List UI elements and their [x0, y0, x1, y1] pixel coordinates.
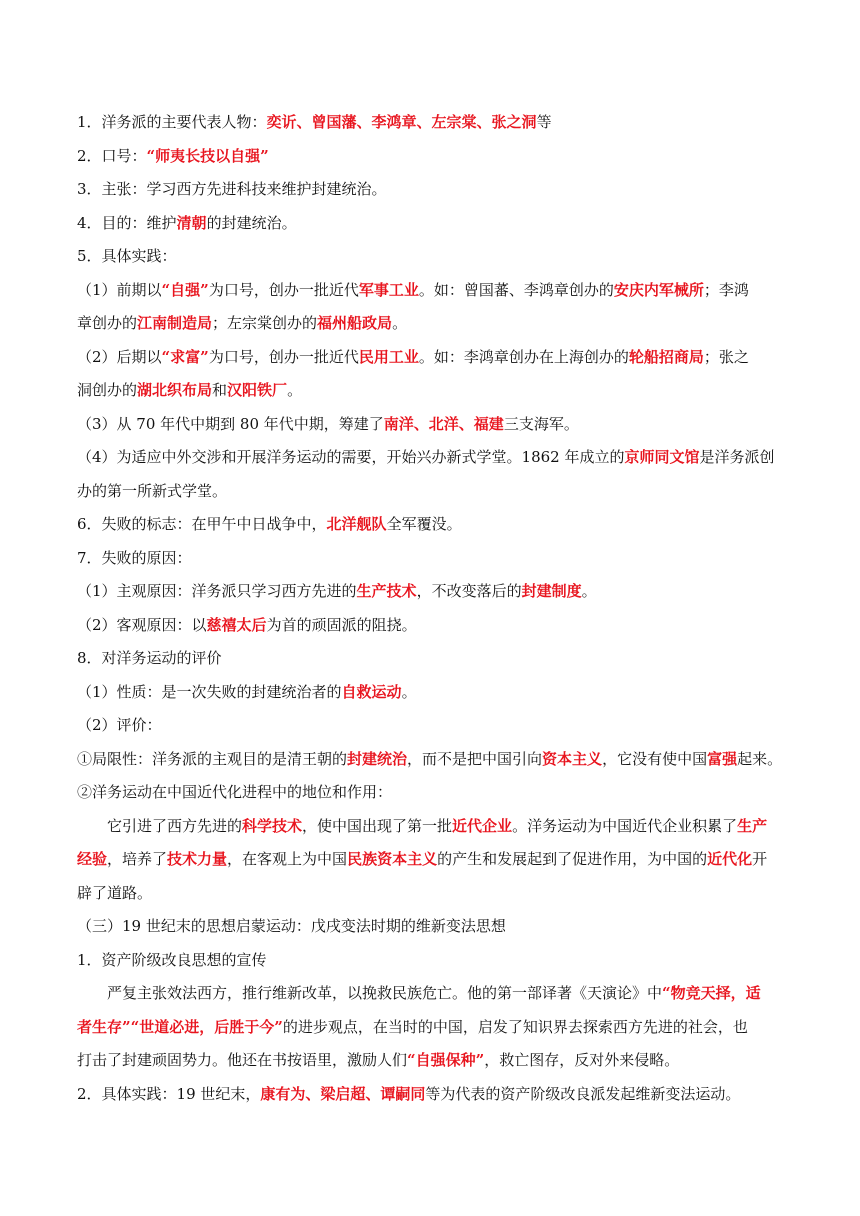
document-body: [77, 106, 785, 1111]
text-segment: 严复主张效法西方，推行维新改革，以挽救民族危亡。他的第一部译著《天演论》中: [107, 984, 663, 1002]
text-line: [77, 274, 785, 308]
highlighted-term: 慈禧太后: [206, 615, 267, 634]
text-line: [77, 642, 785, 676]
highlighted-term: 近代化: [707, 850, 753, 868]
text-segment: ，而不是把中国引向: [407, 749, 543, 768]
text-segment: ①局限性：洋务派的主观目的是清王朝的: [77, 749, 348, 768]
text-line: [77, 843, 785, 877]
highlighted-term: 京师同文馆: [624, 448, 700, 466]
highlighted-term: 江南制造局: [137, 314, 213, 332]
text-line: [77, 475, 785, 509]
highlighted-term: “世道必进，后胜于今”: [130, 1017, 283, 1036]
text-line: [77, 944, 785, 978]
text-segment: 。: [581, 582, 597, 600]
highlighted-term: 自救运动: [341, 682, 402, 701]
text-line: [77, 240, 785, 274]
text-line: [77, 709, 785, 743]
text-line: [77, 977, 785, 1011]
text-segment: 。: [287, 381, 303, 399]
highlighted-term: 福州船政局: [317, 314, 393, 332]
highlighted-term: 北洋舰队: [326, 515, 387, 533]
highlighted-term: 技术力量: [167, 850, 228, 868]
highlighted-term: 南洋、北洋、福建: [383, 414, 504, 433]
text-segment: 为口号，创办一批近代: [208, 347, 359, 366]
text-segment: 6．失败的标志：在甲午中日战争中，: [77, 515, 327, 533]
text-line: [77, 341, 785, 375]
text-line: [77, 140, 785, 174]
text-line: [77, 374, 785, 408]
text-segment: 它引进了西方先进的: [107, 816, 243, 835]
text-line: [77, 106, 785, 140]
highlighted-term: “师夷长技以自强”: [146, 146, 269, 165]
highlighted-term: 封建统治: [347, 749, 408, 768]
text-segment: 1．资产阶级改良思想的宣传: [77, 950, 267, 969]
text-segment: 辟了道路。: [77, 883, 153, 902]
text-line: [77, 207, 785, 241]
highlighted-term: 富强: [707, 749, 738, 768]
text-segment: 等为代表的资产阶级改良派发起维新变法运动。: [425, 1084, 741, 1103]
highlighted-term: “物竞天择，适: [662, 984, 761, 1002]
text-line: [77, 307, 785, 341]
text-segment: 办的第一所新式学堂。: [77, 481, 228, 500]
text-segment: 。如：曾国蕃、李鸿章创办的: [418, 280, 614, 299]
text-line: [77, 743, 785, 777]
text-segment: （2）评价：: [77, 716, 162, 734]
text-segment: 4．目的：维护: [77, 213, 177, 232]
text-segment: ，不改变落后的: [416, 582, 522, 600]
text-segment: 章创办的: [77, 314, 138, 332]
text-segment: （1）主观原因：洋务派只学习西方先进的: [77, 582, 357, 600]
highlighted-term: “自强”: [161, 280, 209, 299]
text-segment: 8．对洋务运动的评价: [77, 649, 222, 667]
text-segment: 。如：李鸿章创办在上海创办的: [418, 347, 629, 366]
text-line: [77, 1078, 785, 1112]
text-segment: ，培养了: [107, 850, 168, 868]
highlighted-term: “求富”: [161, 347, 209, 366]
text-segment: 2．具体实践：19 世纪末，: [77, 1084, 261, 1103]
text-segment: （2）后期以: [77, 347, 162, 366]
text-segment: ，使中国出现了第一批: [302, 816, 453, 835]
text-line: [77, 408, 785, 442]
text-line: [77, 1011, 785, 1045]
highlighted-term: 军事工业: [358, 280, 419, 299]
highlighted-term: “自强保种”: [407, 1051, 485, 1069]
text-segment: 。洋务运动为中国近代企业积累了: [512, 816, 738, 835]
text-line: [77, 508, 785, 542]
highlighted-term: 康有为、梁启超、谭嗣同: [260, 1084, 426, 1103]
highlighted-term: 经验: [77, 850, 108, 868]
highlighted-term: 生产技术: [356, 582, 417, 600]
text-segment: ；左宗棠创办的: [212, 314, 318, 332]
text-segment: （1）前期以: [77, 280, 162, 299]
text-segment: 起来。: [737, 749, 783, 768]
text-segment: 为口号，创办一批近代: [208, 280, 359, 299]
text-segment: ，救亡图存，反对外来侵略。: [484, 1051, 680, 1069]
text-segment: ；张之: [703, 347, 749, 366]
text-segment: 和: [212, 381, 228, 399]
text-segment: （3）从 70 年代中期到 80 年代中期，筹建了: [77, 414, 384, 433]
text-segment: 3．主张：学习西方先进科技来维护封建统治。: [77, 180, 387, 198]
text-line: [77, 542, 785, 576]
text-segment: 为首的顽固派的阻挠。: [266, 615, 417, 634]
text-line: [77, 676, 785, 710]
text-line: [77, 877, 785, 911]
text-segment: 的产生和发展起到了促进作用，为中国的: [437, 850, 708, 868]
highlighted-term: 轮船招商局: [628, 347, 704, 366]
text-line: [77, 1044, 785, 1078]
text-line: [77, 575, 785, 609]
text-segment: 2．口号：: [77, 146, 147, 165]
highlighted-term: 奕䜣、曾国藩、李鸿章、左宗棠、张之洞: [266, 113, 537, 131]
highlighted-term: 资本主义: [542, 749, 603, 768]
text-segment: 5．具体实践：: [77, 247, 177, 265]
highlighted-term: 封建制度: [521, 582, 582, 600]
text-line: [77, 776, 785, 810]
text-segment: 打击了封建顽固势力。他还在书按语里，激励人们: [77, 1051, 408, 1069]
highlighted-term: 民族资本主义: [347, 850, 438, 868]
text-segment: 三支海军。: [503, 414, 579, 433]
text-segment: 是洋务派创: [699, 448, 775, 466]
highlighted-term: 科学技术: [242, 816, 303, 835]
text-segment: （4）为适应中外交涉和开展洋务运动的需要，开始兴办新式学堂。1862 年成立的: [77, 448, 625, 466]
text-segment: 。: [401, 682, 417, 701]
highlighted-term: 湖北织布局: [137, 381, 213, 399]
highlighted-term: 生产: [737, 816, 768, 835]
text-segment: 1．洋务派的主要代表人物：: [77, 113, 267, 131]
text-line: [77, 173, 785, 207]
highlighted-term: 安庆内军械所: [613, 280, 704, 299]
text-segment: ，在客观上为中国: [227, 850, 348, 868]
text-line: [77, 609, 785, 643]
highlighted-term: 近代企业: [452, 816, 513, 835]
text-line: [77, 441, 785, 475]
text-segment: 的进步观点，在当时的中国，启发了知识界去探索西方先进的社会，也: [282, 1017, 748, 1036]
text-segment: ②洋务运动在中国近代化进程中的地位和作用：: [77, 783, 393, 801]
text-segment: 开: [752, 850, 768, 868]
text-segment: （2）客观原因：以: [77, 615, 207, 634]
text-segment: 。: [392, 314, 408, 332]
text-segment: 全军覆没。: [386, 515, 462, 533]
text-segment: （1）性质：是一次失败的封建统治者的: [77, 682, 342, 701]
text-segment: ；李鸿: [703, 280, 749, 299]
highlighted-term: 清朝: [176, 213, 207, 232]
text-segment: 的封建统治。: [206, 213, 297, 232]
text-segment: 等: [536, 113, 552, 131]
highlighted-term: 民用工业: [358, 347, 419, 366]
text-line: [77, 810, 785, 844]
text-line: [77, 910, 785, 944]
text-segment: （三）19 世纪末的思想启蒙运动：戊戌变法时期的维新变法思想: [77, 917, 506, 935]
highlighted-term: 者生存”: [77, 1017, 131, 1036]
highlighted-term: 汉阳铁厂: [227, 381, 288, 399]
text-segment: 7．失败的原因：: [77, 548, 192, 567]
text-segment: 洞创办的: [77, 381, 138, 399]
text-segment: ，它没有使中国: [602, 749, 708, 768]
